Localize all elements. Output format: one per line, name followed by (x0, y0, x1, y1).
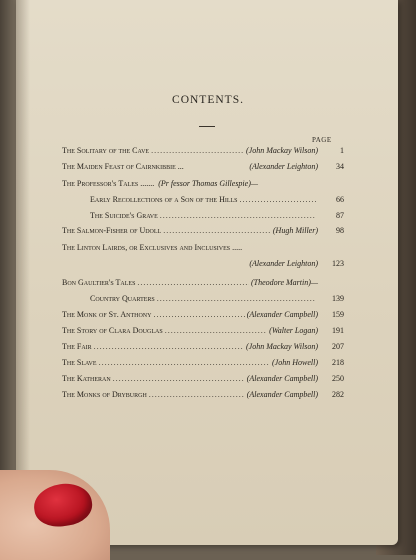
entry-page: 191 (332, 326, 344, 335)
leader-dots (113, 373, 245, 385)
entry-author: (Theodore Martin)— (250, 278, 318, 287)
entry-page: 98 (336, 226, 344, 235)
entry-page: 139 (332, 294, 344, 303)
entry-page: 34 (336, 162, 344, 171)
entry-page: 66 (336, 195, 344, 204)
toc-entry (62, 341, 344, 353)
entry-title: The Katheran (62, 374, 111, 383)
toc-entry (62, 357, 344, 369)
toc-entry (62, 258, 344, 270)
entry-author: (Walter Logan) (269, 326, 318, 335)
entry-page: 87 (336, 211, 344, 220)
entry-title: The Suicide's Grave (90, 211, 158, 220)
toc-entry (62, 161, 344, 173)
entry-page: 1 (340, 146, 344, 155)
leader-dots (240, 194, 316, 206)
entry-author: (Hugh Miller) (272, 226, 318, 235)
toc-entry (62, 178, 318, 190)
entry-page: 159 (332, 310, 344, 319)
entry-title: Early Recollections of a Son of the Hills (90, 195, 238, 204)
leader-dots (163, 225, 271, 237)
entry-author: (Pr fessor Thomas Gillespie)— (158, 179, 258, 188)
entry-title: Bon Gaultier's Tales (62, 278, 136, 287)
leader-dots (160, 210, 316, 222)
entry-author: (Alexander Leighton) (249, 259, 318, 268)
entry-author: (Alexander Campbell) (246, 390, 318, 399)
entry-author: (John Howell) (272, 358, 318, 367)
entry-title: The Solitary of the Cave (62, 146, 150, 155)
entry-author: (Alexander Campbell) (246, 374, 318, 383)
entry-page: 250 (332, 374, 344, 383)
entry-title: The Linton Lairds, or Exclusives and Inclusives ..... (62, 243, 243, 252)
entry-title: Country Quarters (90, 294, 155, 303)
toc-entry (90, 194, 344, 206)
entry-author: (John Mackay Wilson) (246, 146, 318, 155)
entry-title: The Monks of Dryburgh (62, 390, 147, 399)
leader-dots (99, 357, 270, 369)
entry-page: 123 (332, 259, 344, 268)
toc-entry (90, 210, 344, 222)
page-column-heading: PAGE (312, 136, 332, 144)
book-page (16, 0, 398, 545)
toc-entry (62, 145, 344, 157)
entry-title: The Professor's Tales ....... (62, 179, 155, 188)
entry-page: 207 (332, 342, 344, 351)
leader-dots (165, 325, 267, 337)
leader-dots (151, 145, 244, 157)
leader-dots (149, 389, 245, 401)
entry-title: The Monk of St. Anthony (62, 310, 152, 319)
toc-entry (62, 373, 344, 385)
toc-entry (62, 325, 344, 337)
toc-entry (62, 242, 318, 254)
entry-author: (Alexander Campbell) (246, 310, 318, 319)
entry-title: The Salmon-Fisher of Udoll (62, 226, 162, 235)
toc-entry (62, 389, 344, 401)
title-rule (199, 126, 215, 127)
entry-title: The Fair (62, 342, 92, 351)
entry-title: The Slave (62, 358, 97, 367)
leader-dots (157, 293, 316, 305)
entry-page: 282 (332, 390, 344, 399)
toc-entry (62, 277, 318, 289)
toc-entry (62, 225, 344, 237)
entry-title: The Story of Clara Douglas (62, 326, 163, 335)
toc-entry (90, 293, 344, 305)
leader-dots (94, 341, 244, 353)
leader-dots (153, 309, 244, 321)
page-title: CONTENTS. (172, 94, 244, 106)
leader-dots (137, 277, 249, 289)
entry-title: The Maiden Feast of Cairnkibbie ... (62, 162, 184, 171)
entry-page: 218 (332, 358, 344, 367)
entry-author: (Alexander Leighton) (249, 162, 318, 171)
page-spine-shadow (16, 0, 30, 545)
entry-author: (John Mackay Wilson) (246, 342, 318, 351)
toc-entry (62, 309, 344, 321)
